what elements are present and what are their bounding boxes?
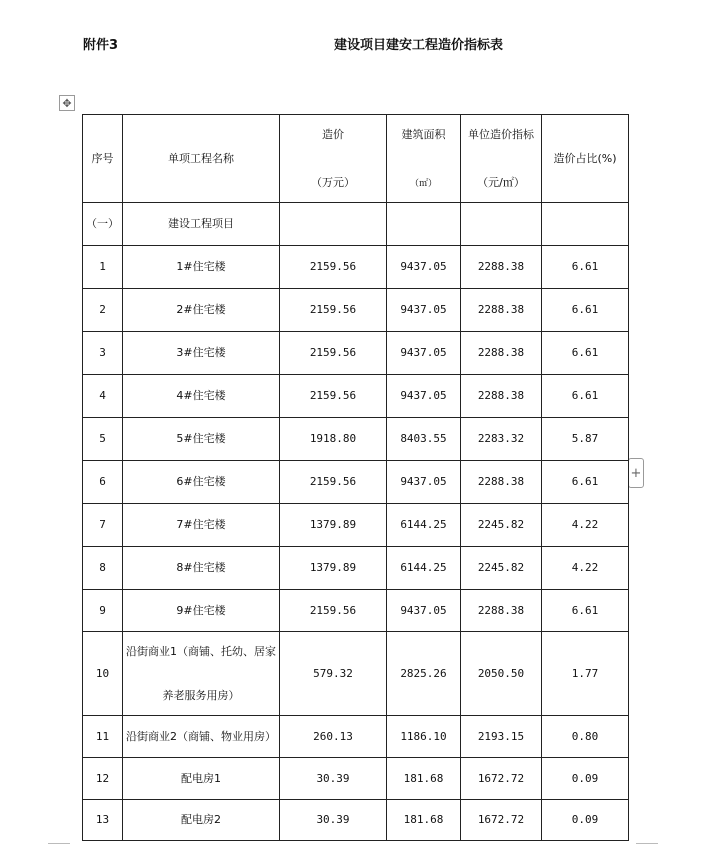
row-unit: 2288.38	[461, 461, 542, 504]
row-seq: 7	[83, 504, 123, 547]
row-unit: 2288.38	[461, 590, 542, 632]
row-name: 8#住宅楼	[123, 547, 280, 590]
row-area: 9437.05	[387, 590, 461, 632]
row-name: 5#住宅楼	[123, 418, 280, 461]
row-seq: 5	[83, 418, 123, 461]
row-area: 9437.05	[387, 289, 461, 332]
row-cost: 2159.56	[280, 590, 387, 632]
row-ratio: 0.09	[542, 758, 629, 800]
row-ratio: 0.09	[542, 800, 629, 841]
header-area-line1: 建筑面积	[401, 127, 446, 141]
row-unit: 1672.72	[461, 758, 542, 800]
table-row	[83, 547, 629, 590]
row-seq: 8	[83, 547, 123, 590]
row-area: 1186.10	[387, 716, 461, 758]
row-seq: 3	[83, 332, 123, 375]
table-row	[83, 590, 629, 632]
row-ratio: 6.61	[542, 289, 629, 332]
row-name-line2: 养老服务用房）	[162, 689, 240, 703]
table-row	[83, 800, 629, 841]
row-cost: 260.13	[280, 716, 387, 758]
row-area: 9437.05	[387, 246, 461, 289]
header-unit-line1: 单位造价指标	[468, 127, 534, 141]
page-corner-mark-right	[636, 843, 658, 849]
row-ratio: 6.61	[542, 461, 629, 504]
row-name: 配电房1	[123, 758, 280, 800]
page-title: 建设项目建安工程造价指标表	[334, 38, 504, 53]
row-seq: 13	[83, 800, 123, 841]
row-cost: 1379.89	[280, 504, 387, 547]
row-cost: 2159.56	[280, 289, 387, 332]
row-seq: 10	[83, 632, 123, 716]
row-name: 9#住宅楼	[123, 590, 280, 632]
header-seq: 序号	[83, 115, 123, 203]
row-area: 9437.05	[387, 332, 461, 375]
add-column-button[interactable]: +	[628, 458, 644, 488]
row-unit: 2288.38	[461, 375, 542, 418]
row-area: 6144.25	[387, 547, 461, 590]
header-unit	[461, 115, 542, 203]
row-cost: 1379.89	[280, 547, 387, 590]
header-name: 单项工程名称	[123, 115, 280, 203]
row-name: 沿街商业2（商铺、物业用房）	[123, 716, 280, 758]
row-area: 9437.05	[387, 375, 461, 418]
table-row	[83, 632, 629, 716]
row-unit: 1672.72	[461, 800, 542, 841]
row-name: 配电房2	[123, 800, 280, 841]
row-ratio: 1.77	[542, 632, 629, 716]
section-ratio	[542, 203, 629, 246]
table-row	[83, 716, 629, 758]
row-ratio: 6.61	[542, 246, 629, 289]
table-row	[83, 246, 629, 289]
row-ratio: 4.22	[542, 504, 629, 547]
row-ratio: 0.80	[542, 716, 629, 758]
row-area: 181.68	[387, 758, 461, 800]
row-ratio: 5.87	[542, 418, 629, 461]
row-ratio: 6.61	[542, 375, 629, 418]
row-ratio: 6.61	[542, 590, 629, 632]
row-unit: 2288.38	[461, 289, 542, 332]
section-seq: （一）	[83, 203, 123, 246]
row-ratio: 4.22	[542, 547, 629, 590]
table-row	[83, 289, 629, 332]
row-name: 3#住宅楼	[123, 332, 280, 375]
row-cost: 30.39	[280, 800, 387, 841]
header-area	[387, 115, 461, 203]
row-ratio: 6.61	[542, 332, 629, 375]
row-area: 8403.55	[387, 418, 461, 461]
row-unit: 2288.38	[461, 332, 542, 375]
cost-index-table	[82, 114, 629, 841]
section-area	[387, 203, 461, 246]
row-cost: 2159.56	[280, 375, 387, 418]
attachment-label: 附件3	[83, 38, 119, 53]
row-unit: 2050.50	[461, 632, 542, 716]
row-cost: 2159.56	[280, 461, 387, 504]
row-cost: 1918.80	[280, 418, 387, 461]
row-name: 4#住宅楼	[123, 375, 280, 418]
row-seq: 2	[83, 289, 123, 332]
page-corner-mark-left	[48, 843, 70, 849]
row-name: 1#住宅楼	[123, 246, 280, 289]
section-unit	[461, 203, 542, 246]
header-unit-line2: （元/㎡）	[477, 176, 525, 190]
row-seq: 4	[83, 375, 123, 418]
header-area-line2: （㎡）	[409, 178, 437, 189]
row-area: 6144.25	[387, 504, 461, 547]
row-name: 7#住宅楼	[123, 504, 280, 547]
row-unit: 2245.82	[461, 547, 542, 590]
row-unit: 2283.32	[461, 418, 542, 461]
table-row	[83, 758, 629, 800]
row-area: 2825.26	[387, 632, 461, 716]
header-ratio: 造价占比(%)	[542, 115, 629, 203]
row-seq: 11	[83, 716, 123, 758]
row-unit: 2288.38	[461, 246, 542, 289]
table-row	[83, 504, 629, 547]
row-name: 6#住宅楼	[123, 461, 280, 504]
row-seq: 6	[83, 461, 123, 504]
table-section-row	[83, 203, 629, 246]
row-seq: 9	[83, 590, 123, 632]
row-name: 2#住宅楼	[123, 289, 280, 332]
row-seq: 1	[83, 246, 123, 289]
table-row	[83, 375, 629, 418]
table-row	[83, 461, 629, 504]
header-cost	[280, 115, 387, 203]
row-unit: 2245.82	[461, 504, 542, 547]
row-cost: 2159.56	[280, 246, 387, 289]
table-row	[83, 332, 629, 375]
row-cost: 2159.56	[280, 332, 387, 375]
row-seq: 12	[83, 758, 123, 800]
row-unit: 2193.15	[461, 716, 542, 758]
section-name: 建设工程项目	[123, 203, 280, 246]
header-cost-line2: （万元）	[311, 176, 355, 190]
row-name	[123, 632, 280, 716]
header-cost-line1: 造价	[322, 127, 344, 141]
row-cost: 30.39	[280, 758, 387, 800]
row-name-line1: 沿街商业1（商铺、托幼、居家	[126, 644, 276, 658]
table-row	[83, 418, 629, 461]
section-cost	[280, 203, 387, 246]
table-header-row	[83, 115, 629, 203]
row-area: 9437.05	[387, 461, 461, 504]
table-move-handle-icon[interactable]: ✥	[59, 95, 75, 111]
row-area: 181.68	[387, 800, 461, 841]
row-cost: 579.32	[280, 632, 387, 716]
